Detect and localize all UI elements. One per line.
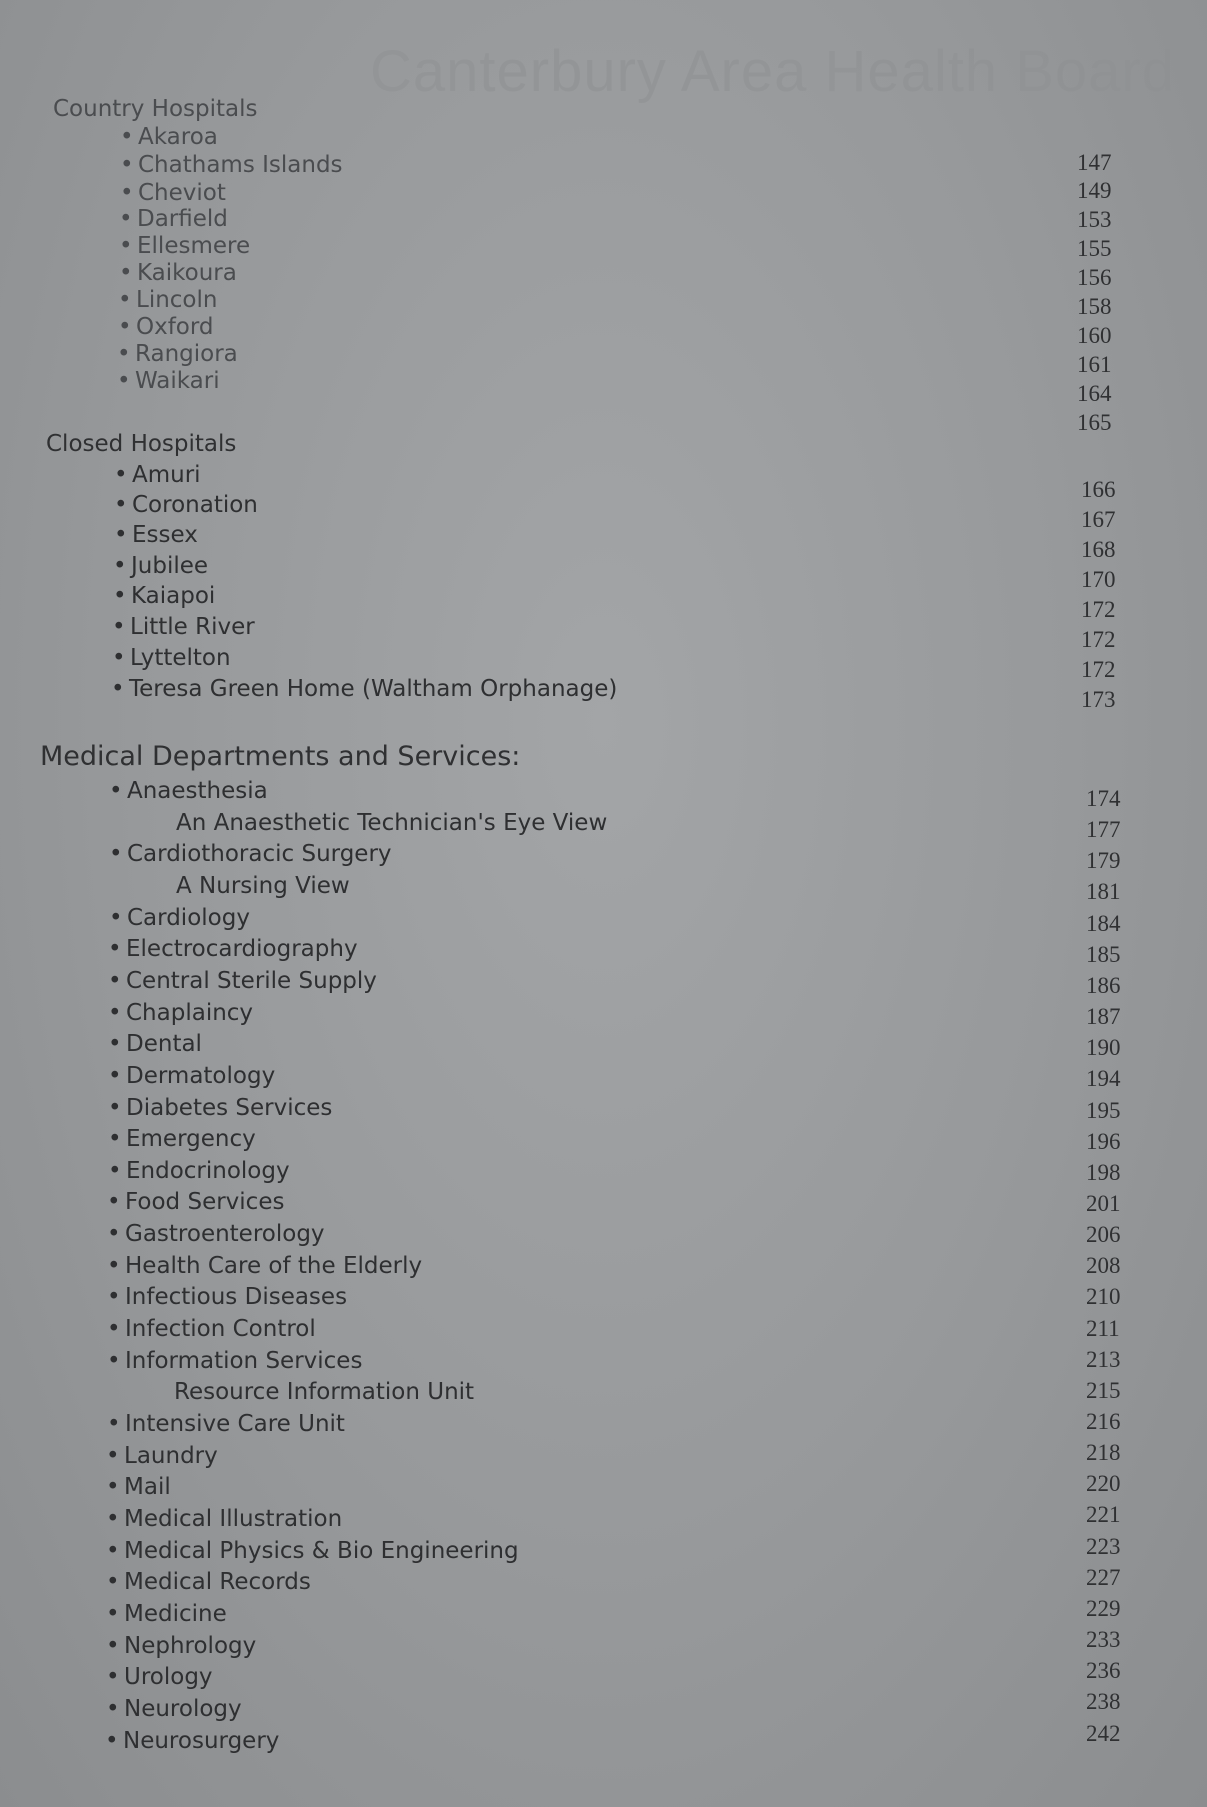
page-number: 165 [1077, 410, 1112, 435]
toc-entry-label: Essex [132, 522, 198, 548]
toc-entry-label: Diabetes Services [126, 1095, 333, 1121]
section-heading: Medical Departments and Services: [40, 741, 521, 772]
page-number: 167 [1081, 507, 1116, 532]
page-number: 190 [1086, 1035, 1121, 1060]
toc-entry [106, 1538, 519, 1564]
bullet-icon: • [106, 1633, 120, 1659]
toc-entry [106, 1474, 171, 1500]
toc-entry [107, 1411, 345, 1437]
section-heading: Country Hospitals [53, 96, 258, 122]
toc-entry-label: Ellesmere [137, 233, 251, 259]
toc-entry [111, 676, 617, 702]
toc-entry-label: Lincoln [136, 287, 218, 313]
toc-entry-label: Medical Physics & Bio Engineering [124, 1538, 519, 1564]
toc-entry-label: Neurology [124, 1696, 242, 1722]
page-number: 181 [1086, 879, 1121, 904]
bullet-icon: • [107, 1316, 121, 1342]
bullet-icon: • [120, 180, 134, 206]
toc-entry-label: Emergency [126, 1126, 256, 1152]
toc-entry [106, 1664, 213, 1690]
bullet-icon: • [112, 645, 126, 671]
page-number: 147 [1077, 150, 1112, 175]
toc-entry-label: Food Services [125, 1189, 285, 1215]
toc-entry-label: Urology [124, 1664, 213, 1690]
toc-entry [108, 1031, 202, 1057]
bullet-icon: • [106, 1696, 120, 1722]
toc-entry [108, 936, 358, 962]
bullet-icon: • [118, 287, 132, 313]
bullet-icon: • [114, 462, 128, 488]
toc-entry [114, 522, 198, 548]
page-number: 223 [1086, 1534, 1121, 1559]
toc-entry-label: Jubilee [131, 553, 209, 579]
toc-entry [107, 1189, 284, 1215]
bullet-icon: • [106, 1474, 120, 1500]
page-number: 168 [1081, 537, 1116, 562]
toc-entry [118, 287, 217, 313]
toc-entry [108, 1000, 253, 1026]
bullet-icon: • [113, 583, 127, 609]
toc-entry-label: Oxford [136, 314, 214, 340]
page-number: 194 [1086, 1066, 1121, 1091]
page-number: 186 [1086, 973, 1121, 998]
toc-entry-label: Rangiora [135, 341, 238, 367]
bullet-icon: • [117, 368, 131, 394]
toc-entry-label: Lyttelton [130, 645, 231, 671]
page-number: 172 [1081, 627, 1116, 652]
page-number: 174 [1086, 786, 1121, 811]
toc-entry [107, 1316, 316, 1342]
page-number: 179 [1086, 848, 1121, 873]
toc-entry [120, 152, 343, 178]
page-number: 215 [1086, 1378, 1121, 1403]
toc-entry [106, 1696, 242, 1722]
toc-entry-label: Neurosurgery [123, 1728, 280, 1754]
toc-subentry: A Nursing View [176, 873, 350, 899]
toc-entry [118, 314, 214, 340]
page-number: 221 [1086, 1502, 1121, 1527]
page-number: 236 [1086, 1658, 1121, 1683]
page-number: 229 [1086, 1596, 1121, 1621]
bullet-icon: • [107, 1348, 121, 1374]
bullet-icon: • [107, 1221, 121, 1247]
toc-entry [109, 841, 392, 867]
bullet-icon: • [106, 1538, 120, 1564]
page-number: 172 [1081, 597, 1116, 622]
toc-entry-label: Central Sterile Supply [126, 968, 377, 994]
page-number: 177 [1086, 817, 1121, 842]
page-number: 211 [1086, 1316, 1120, 1341]
bullet-icon: • [111, 676, 125, 702]
bullet-icon: • [109, 841, 123, 867]
page-number: 173 [1081, 687, 1116, 712]
toc-entry [107, 1253, 422, 1279]
toc-entry [107, 1221, 325, 1247]
toc-entry [105, 1728, 279, 1754]
toc-entry [107, 1284, 347, 1310]
toc-entry [120, 124, 218, 150]
bullet-icon: • [109, 905, 123, 931]
toc-entry [119, 206, 228, 232]
page-number: 172 [1081, 657, 1116, 682]
toc-subentry: An Anaesthetic Technician's Eye View [176, 810, 608, 836]
toc-entry [106, 1633, 256, 1659]
page-number: 195 [1086, 1098, 1121, 1123]
toc-entry-label: Mail [124, 1474, 171, 1500]
toc-entry-label: Darfield [137, 206, 228, 232]
toc-entry-label: Medicine [124, 1601, 227, 1627]
bullet-icon: • [107, 1284, 121, 1310]
toc-entry-label: Anaesthesia [127, 778, 268, 804]
page-number: 196 [1086, 1129, 1121, 1154]
bullet-icon: • [120, 124, 134, 150]
toc-entry-label: Intensive Care Unit [125, 1411, 345, 1437]
bullet-icon: • [108, 1095, 122, 1121]
toc-entry [106, 1601, 227, 1627]
page-number: 184 [1086, 911, 1121, 936]
toc-entry [108, 1095, 332, 1121]
bullet-icon: • [108, 1031, 122, 1057]
toc-entry-label: Health Care of the Elderly [125, 1253, 423, 1279]
toc-entry [120, 180, 226, 206]
toc-entry-label: Cardiology [127, 905, 250, 931]
toc-entry [112, 614, 255, 640]
bullet-icon: • [120, 152, 134, 178]
page-number: 149 [1077, 178, 1112, 203]
page-number: 187 [1086, 1004, 1121, 1029]
toc-entry [117, 368, 220, 394]
page-number: 166 [1081, 477, 1116, 502]
page-number: 155 [1077, 236, 1112, 261]
bullet-icon: • [108, 968, 122, 994]
bullet-icon: • [105, 1728, 119, 1754]
toc-entry-label: Cheviot [138, 180, 226, 206]
toc-entry-label: Nephrology [124, 1633, 257, 1659]
bullet-icon: • [118, 314, 132, 340]
bullet-icon: • [109, 778, 123, 804]
page-number: 170 [1081, 567, 1116, 592]
toc-entry [113, 553, 208, 579]
toc-entry-label: Chaplaincy [126, 1000, 254, 1026]
page-number: 227 [1086, 1565, 1121, 1590]
bullet-icon: • [108, 1000, 122, 1026]
page-number: 160 [1077, 323, 1112, 348]
bullet-icon: • [106, 1664, 120, 1690]
page-number: 185 [1086, 942, 1121, 967]
bullet-icon: • [108, 1063, 122, 1089]
page-number: 164 [1077, 381, 1112, 406]
page-number: 233 [1086, 1627, 1121, 1652]
toc-entry [106, 1569, 311, 1595]
bullet-icon: • [119, 260, 133, 286]
toc-entry [119, 233, 250, 259]
toc-entry [114, 462, 201, 488]
page-number: 210 [1086, 1284, 1121, 1309]
toc-entry-label: Akaroa [138, 124, 218, 150]
toc-entry [109, 905, 250, 931]
page-number: 158 [1077, 294, 1112, 319]
toc-entry [119, 260, 237, 286]
bullet-icon: • [113, 553, 127, 579]
toc-entry-label: Teresa Green Home (Waltham Orphanage) [129, 676, 618, 702]
toc-entry [113, 583, 215, 609]
toc-entry-label: Chathams Islands [138, 152, 343, 178]
page-number: 198 [1086, 1160, 1121, 1185]
page-number: 218 [1086, 1440, 1121, 1465]
toc-entry [108, 1126, 256, 1152]
section-heading: Closed Hospitals [46, 431, 237, 457]
page-number: 213 [1086, 1347, 1121, 1372]
toc-entry-label: Cardiothoracic Surgery [127, 841, 392, 867]
toc-entry-label: Kaiapoi [131, 583, 216, 609]
bullet-icon: • [106, 1443, 120, 1469]
bullet-icon: • [106, 1601, 120, 1627]
bullet-icon: • [107, 1411, 121, 1437]
page-number: 153 [1077, 207, 1112, 232]
bullet-icon: • [107, 1253, 121, 1279]
page-title-faint: Canterbury Area Health Board [370, 39, 1175, 104]
toc-entry-label: Medical Illustration [124, 1506, 343, 1532]
toc-entry-label: Dermatology [126, 1063, 276, 1089]
bullet-icon: • [114, 522, 128, 548]
toc-entry-label: Infectious Diseases [125, 1284, 348, 1310]
page-number: 238 [1086, 1689, 1121, 1714]
bullet-icon: • [119, 233, 133, 259]
toc-entry-label: Laundry [124, 1443, 218, 1469]
toc-entry-label: Coronation [132, 492, 258, 518]
toc-entry-label: Dental [126, 1031, 202, 1057]
bullet-icon: • [106, 1569, 120, 1595]
page-number: 208 [1086, 1253, 1121, 1278]
toc-entry-label: Waikari [135, 368, 220, 394]
bullet-icon: • [112, 614, 126, 640]
toc-entry [108, 1158, 290, 1184]
page-number: 242 [1086, 1721, 1121, 1746]
toc-entry [108, 968, 377, 994]
page-number: 201 [1086, 1191, 1121, 1216]
page-number: 206 [1086, 1222, 1121, 1247]
page-number: 216 [1086, 1409, 1121, 1434]
toc-entry [114, 492, 258, 518]
toc-entry [117, 341, 238, 367]
bullet-icon: • [108, 1126, 122, 1152]
toc-entry-label: Amuri [132, 462, 201, 488]
page-number: 156 [1077, 265, 1112, 290]
page-number: 220 [1086, 1471, 1121, 1496]
toc-entry-label: Information Services [125, 1348, 363, 1374]
bullet-icon: • [107, 1189, 121, 1215]
bullet-icon: • [108, 1158, 122, 1184]
toc-entry [112, 645, 231, 671]
toc-entry [108, 1063, 275, 1089]
toc-entry-label: Infection Control [125, 1316, 316, 1342]
page-number: 161 [1077, 352, 1112, 377]
toc-entry-label: Electrocardiography [126, 936, 358, 962]
toc-entry-label: Kaikoura [137, 260, 237, 286]
bullet-icon: • [108, 936, 122, 962]
toc-entry-label: Little River [130, 614, 255, 640]
toc-entry-label: Medical Records [124, 1569, 311, 1595]
toc-entry [106, 1443, 218, 1469]
toc-entry [106, 1506, 342, 1532]
bullet-icon: • [114, 492, 128, 518]
bullet-icon: • [117, 341, 131, 367]
toc-entry-label: Endocrinology [126, 1158, 290, 1184]
bullet-icon: • [106, 1506, 120, 1532]
toc-entry-label: Gastroenterology [125, 1221, 325, 1247]
toc-entry [107, 1348, 362, 1374]
toc-subentry: Resource Information Unit [174, 1379, 475, 1405]
toc-entry [109, 778, 268, 804]
bullet-icon: • [119, 206, 133, 232]
